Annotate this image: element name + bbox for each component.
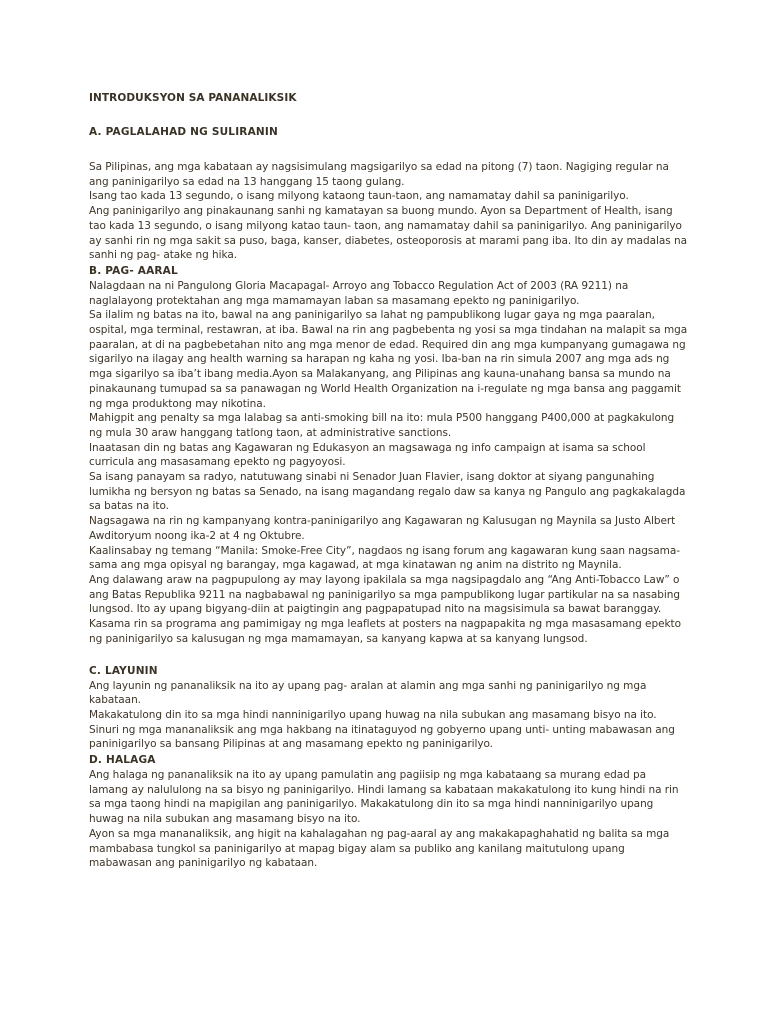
section-heading-b: B. PAG- AARAL (89, 264, 178, 277)
paragraph: Sa isang panayam sa radyo, natutuwang sinabi ni Senador Juan Flavier, isang doktor at siyang pangunahing lumikha ng bersyon ng batas sa Senado, na isang magandang regalo daw sa kanya ng Pangulo ang pagkakalagda sa batas na ito. (89, 471, 686, 513)
paragraph: Makakatulong din ito sa mga hindi nanninigarilyo upang huwag na nila subukan ang masamang bisyo na ito. (89, 708, 657, 721)
paragraph: Sa Pilipinas, ang mga kabataan ay nagsisimulang magsigarilyo sa edad na pitong (7) taon. Nagiging regular na ang paninigarilyo sa edad na 13 hanggang 15 taong gulang. (89, 161, 669, 188)
paragraph: Inaatasan din ng batas ang Kagawaran ng Edukasyon an magsawaga ng info campaign at isama sa school curricula ang masasamang epekto ng pagyoyosi. (89, 441, 646, 469)
paragraph: Ang layunin ng pananaliksik na ito ay upang pag- aralan at alamin ang mga sanhi ng paninigarilyo ng mga kabataan. (89, 679, 647, 707)
paragraph: Kasama rin sa programa ang pamimigay ng mga leaflets at posters na nagpapakita ng mga masasamang epekto ng paninigarilyo sa kalusugan ng mga mamamayan, sa kanyang kapwa at sa kanyang lungsod. (89, 618, 681, 645)
paragraph: Isang tao kada 13 segundo, o isang milyong kataong taun-taon, ang namamatay dahil sa paninigarilyo. (89, 190, 629, 203)
section-heading-a: A. PAGLALAHAD NG SULIRANIN (89, 126, 279, 138)
paragraph: Nagsagawa na rin ng kampanyang kontra-paninigarilyo ang Kagawaran ng Kalusugan ng Maynila sa Justo Albert Awditoryum noong ika-2 at 4 ng Oktubre. (89, 515, 676, 542)
paragraph: Ang dalawang araw na pagpupulong ay may layong ipakilala sa mga nagsipagdalo ang “Ang Anti-Tobacco Law” o ang Batas Republika 9211 na nagbabawal ng paninigarilyo sa mga pampublikong lugar partikular na sa nasabing lungsod. Ito ay upang bigyang-diin at paigtingin ang pagpapatupad nito na magsisimula sa bawat baranggay. (89, 573, 680, 616)
paragraph: Mahigpit ang penalty sa mga lalabag sa anti-smoking bill na ito: mula P500 hanggang P400,000 at pagkakulong ng mula 30 araw hanggang tatlong taon, at administrative sanctions. (89, 412, 675, 439)
paragraph: Ang paninigarilyo ang pinakaunang sanhi ng kamatayan sa buong mundo. Ayon sa Department of Health, isang tao kada 13 segundo, o isang milyong katao taun- taon, ang namamatay dahil sa paninigarilyo. Ang paninigarilyo ay sanhi rin ng mga sakit sa puso, baga, kanser, diabetes, osteoporosis at marami pang iba. Ito din ay madalas na sanhi ng pag- atake ng hika. (89, 205, 687, 262)
paragraph: Ayon sa mga mananaliksik, ang higit na kahalagahan ng pag-aaral ay ang makakapaghahatid ng balita sa mga mambabasa tungkol sa paninigarilyo at mapag bigay alam sa publiko ang kanilang maitutulong upang mabawasan ang paninigarilyo ng kabataan. (89, 827, 670, 870)
section-heading-d: D. HALAGA (89, 754, 156, 767)
paragraph: Sa ilalim ng batas na ito, bawal na ang paninigarilyo sa lahat ng pampublikong lugar gaya ng mga paaralan, ospital, mga terminal, restawran, at iba. Bawal na rin ang pagbebenta ng yosi sa mga tindahan na malapit sa mga paaralan, at di na pagbebetahan nito ang mga menor de edad. Required din ang mga kumpanyang gumagawa ng sigarilyo na ilagay ang health warning sa harapan ng kaha ng yosi. Iba-ban na rin simula 2007 ang mga ads ng mga sigarilyo sa iba’t ibang media.Ayon sa Malakanyang, ang Pilipinas ang kauna-unahang bansa sa mundo na pinakaunang tumupad sa sa panawagan ng World Health Organization na i-regulate ng mga bansa ang paggamit ng mga produktong may nikotina. (89, 309, 688, 410)
paragraph: Kaalinsabay ng temang “Manila: Smoke-Free City”, nagdaos ng isang forum ang kagawaran kung saan nagsama-sama ang mga opisyal ng barangay, mga kagawad, at mga kinatawan ng anim na distrito ng Maynila. (89, 544, 680, 572)
document-title: INTRODUKSYON SA PANANALIKSIK (89, 92, 297, 104)
paragraph: Sinuri ng mga mananaliksik ang mga hakbang na itinataguyod ng gobyerno upang unti- unting mabawasan ang paninigarilyo sa bansang Pilipinas at ang masamang epekto ng paninigarilyo. (89, 723, 675, 751)
paragraph: Nalagdaan na ni Pangulong Gloria Macapagal- Arroyo ang Tobacco Regulation Act of 2003 (RA 9211) na naglalayong protektahan ang mga mamamayan laban sa masamang epekto ng paninigarilyo. (89, 279, 629, 307)
section-heading-c: C. LAYUNIN (89, 664, 158, 677)
paragraph: Ang halaga ng pananaliksik na ito ay upang pamulatin ang pagiisip ng mga kabataang sa murang edad pa lamang ay nalululong na sa bisyo ng paninigarilyo. Hindi lamang sa kabataan makakatulong ito kung hindi na rin sa mga taong hindi na mapigilan ang paninigarilyo. Makakatulong din ito sa mga hindi nanninigarilyo upang huwag na nila subukan ang masamang bisyo na ito. (89, 769, 679, 826)
